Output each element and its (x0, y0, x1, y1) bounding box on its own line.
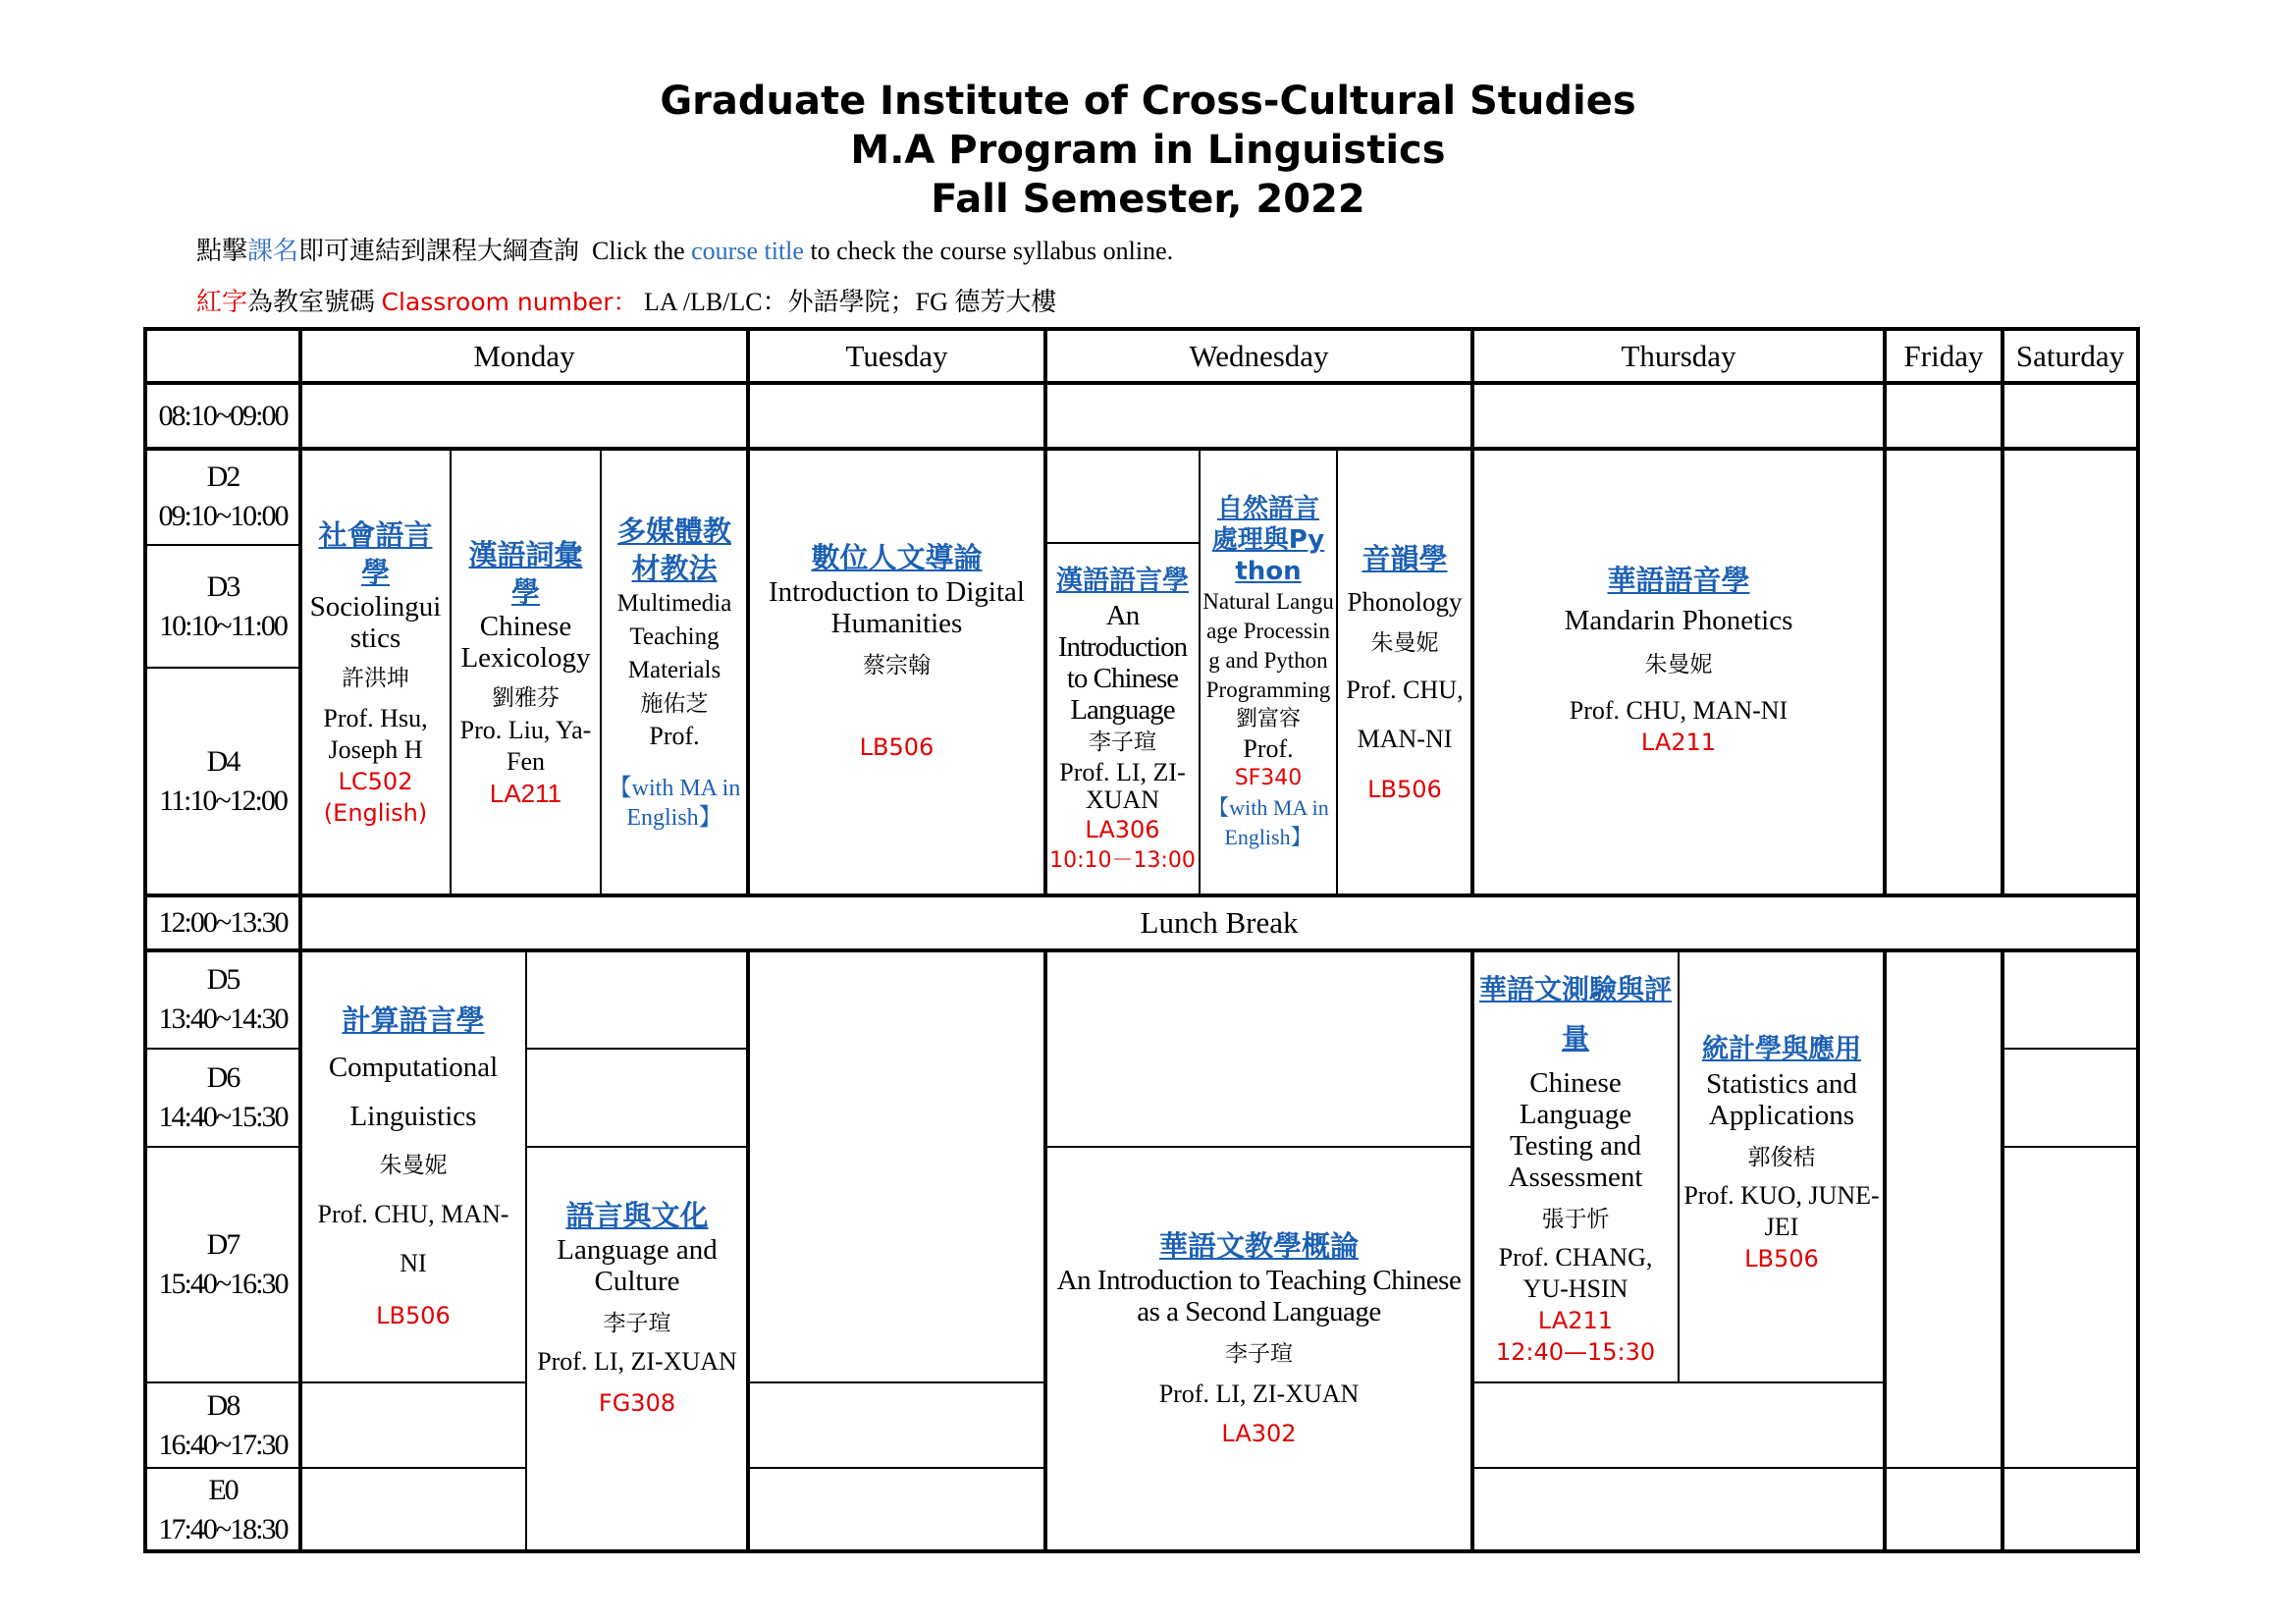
professor-name-en: Prof. LI, ZI-XUAN (1059, 757, 1186, 814)
classroom-number: LB506 (1367, 775, 1442, 803)
course-english-title: Language and Culture (557, 1233, 718, 1297)
note-zh-text: 點擊 (196, 237, 248, 265)
course-chinese-testing-assessment (1472, 950, 1679, 1382)
period-time: 13:40~14:30 (158, 1002, 288, 1035)
period-time: 15:40~16:30 (158, 1268, 288, 1300)
period-d4 (145, 668, 300, 895)
course-time-note: 10:10－13:00 (1049, 847, 1196, 873)
period-d8 (145, 1382, 300, 1468)
course-english-title: Chinese Language Testing and Assessment (1508, 1067, 1643, 1193)
course-mandarin-phonetics (1472, 449, 1885, 895)
professor-name-zh: 朱曼妮 (1370, 629, 1439, 656)
day-header-monday: Monday (473, 338, 575, 373)
course-language-note: (English) (323, 798, 428, 827)
note-en-text-2: to check the course syllabus online. (810, 237, 1174, 265)
note-rest: LA /LB/LC：外語學院；FG 德芳大樓 (644, 288, 1057, 316)
professor-name-zh: 郭俊桔 (1747, 1145, 1816, 1170)
professor-name-en: Prof. KUO, JUNE-JEI (1683, 1181, 1880, 1241)
period-08-10 (145, 383, 300, 449)
course-title-link[interactable]: 自然語言處理與Python (1211, 493, 1325, 586)
period-d5 (145, 950, 300, 1049)
day-header-thursday: Thursday (1621, 338, 1736, 373)
course-english-title: Natural Language Processing and Python Programming (1202, 588, 1334, 702)
course-english-title: Sociolinguistics (309, 590, 442, 654)
professor-name-zh: 李子瑄 (1225, 1341, 1293, 1367)
course-english-title: Statistics and Applications (1706, 1068, 1857, 1131)
course-title-link[interactable]: 音韻學 (1362, 541, 1448, 575)
period-label: D2 (206, 460, 240, 493)
professor-name-en: Prof. (1243, 733, 1294, 763)
course-language-note: 【with MA in English】 (1207, 794, 1329, 849)
period-label: D4 (206, 745, 240, 778)
period-label: D3 (206, 569, 240, 603)
professor-name-zh: 劉雅芬 (492, 684, 560, 711)
professor-name-zh: 許洪坤 (342, 665, 409, 691)
period-d7 (145, 1147, 300, 1382)
classroom-number: LC502 (338, 767, 413, 795)
professor-name-zh: 蔡宗翰 (863, 653, 931, 678)
course-title-link[interactable]: 數位人文導論 (811, 541, 983, 574)
course-language-culture (526, 1147, 748, 1468)
professor-name-zh: 李子瑄 (603, 1310, 671, 1336)
period-time: 08:10~09:00 (158, 399, 288, 432)
course-title-link[interactable]: 多媒體教材教法 (616, 514, 731, 585)
course-title-link[interactable]: 華語文教學概論 (1158, 1229, 1359, 1263)
page-title-line2: M.A Program in Linguistics (850, 128, 1446, 173)
professor-name-zh: 劉富容 (1235, 706, 1301, 731)
note-zh: 為教室號碼 (247, 288, 376, 316)
period-time: 10:10~11:00 (159, 609, 287, 642)
course-english-title: An Introduction to Teaching Chinese as a Second Language (1056, 1265, 1462, 1327)
period-time: 12:00~13:30 (158, 906, 288, 939)
day-header-wednesday: Wednesday (1189, 338, 1329, 373)
course-english-title: An Introduction to Chinese Language (1057, 599, 1188, 726)
note-red-zh: 紅字 (196, 288, 248, 316)
course-teaching-chinese-second-language (1045, 1147, 1472, 1551)
period-d6 (145, 1049, 300, 1147)
period-d3 (145, 545, 300, 668)
classroom-note (196, 285, 1056, 320)
period-label: D7 (206, 1228, 240, 1261)
professor-name-en: Prof. CHU, MAN-NI (317, 1200, 509, 1277)
classroom-number: LA302 (1221, 1420, 1297, 1447)
professor-name-zh: 朱曼妮 (379, 1153, 448, 1178)
course-title-link[interactable]: 華語文測驗與評量 (1478, 973, 1672, 1055)
course-title-link[interactable]: 語言與文化 (565, 1198, 709, 1232)
day-header-tuesday: Tuesday (845, 338, 948, 373)
course-time-note: 12:40—15:30 (1495, 1338, 1656, 1366)
page-title-line1: Graduate Institute of Cross-Cultural Studies (660, 79, 1636, 124)
period-time: 11:10~12:00 (159, 785, 287, 817)
note-en-link-word: course title (691, 237, 804, 265)
course-chinese-lexicology (451, 449, 601, 895)
note-en-text: Click the (592, 237, 685, 265)
period-label: D6 (206, 1061, 240, 1094)
professor-name-en: Pro. Liu, Ya-Fen (459, 715, 592, 776)
instruction-note (196, 234, 1173, 269)
classroom-number: SF340 (1234, 765, 1303, 790)
note-zh-text-2: 即可連結到課程大綱查詢 (298, 237, 580, 265)
period-time: 14:40~15:30 (158, 1101, 288, 1133)
period-time: 09:10~10:00 (158, 500, 288, 532)
period-label: D8 (206, 1388, 240, 1422)
classroom-number: LA306 (1085, 815, 1160, 843)
professor-name-en: Prof. CHANG, YU-HSIN (1498, 1243, 1653, 1303)
professor-name-en: Prof. CHU, MAN-NI (1569, 696, 1789, 725)
course-multimedia-teaching (601, 449, 748, 895)
period-e0 (145, 1468, 300, 1551)
course-computational-linguistics (300, 950, 526, 1382)
day-header-saturday: Saturday (2015, 338, 2125, 373)
note-red-en: Classroom number： (381, 288, 638, 316)
course-title-link[interactable]: 漢語語言學 (1056, 565, 1189, 596)
course-title-link[interactable]: 社會語言學 (318, 517, 433, 589)
day-header-friday: Friday (1903, 338, 1984, 373)
period-label: E0 (208, 1473, 238, 1506)
professor-name-en: Prof. LI, ZI-XUAN (1158, 1380, 1360, 1408)
professor-name-zh: 李子瑄 (1089, 729, 1156, 755)
professor-name-zh: 張于忻 (1541, 1207, 1610, 1232)
professor-name-en: Prof. Hsu, Joseph H (323, 703, 428, 764)
classroom-number: LA211 (1640, 729, 1717, 756)
lunch-break: Lunch Break (1140, 905, 1299, 940)
classroom-number: FG308 (598, 1388, 676, 1417)
professor-name-zh: 朱曼妮 (1644, 652, 1713, 677)
period-d2 (145, 449, 300, 545)
professor-name-zh: 施佑芝 (640, 690, 709, 717)
course-english-title: Mandarin Phonetics (1564, 605, 1793, 636)
course-phonology (1337, 449, 1472, 895)
course-digital-humanities (748, 449, 1045, 895)
classroom-number: LB506 (376, 1302, 451, 1329)
course-english-title: Chinese Lexicology (460, 610, 591, 674)
course-english-title: Computational Linguistics (328, 1052, 499, 1132)
course-english-title: Introduction to Digital Humanities (769, 576, 1025, 639)
course-language-note: 【with MA in English】 (608, 775, 741, 831)
course-english-title: Phonology (1347, 586, 1463, 617)
professor-name-en: Prof. (649, 721, 700, 750)
note-zh-link-word: 課名 (247, 237, 299, 265)
classroom-number: LB506 (859, 733, 934, 761)
course-english-title: Multimedia Teaching Materials (616, 589, 732, 683)
course-statistics-applications (1679, 950, 1885, 1382)
period-label: D5 (206, 963, 240, 996)
professor-name-en: Prof. CHU, MAN-NI (1346, 675, 1464, 753)
professor-name-en: Prof. LI, ZI-XUAN (537, 1346, 737, 1376)
course-intro-chinese-language (1045, 543, 1200, 895)
course-nlp-python (1200, 449, 1337, 895)
page-title-line3: Fall Semester, 2022 (931, 177, 1365, 222)
course-title-link[interactable]: 計算語言學 (342, 1003, 485, 1037)
classroom-number: LA211 (1537, 1307, 1614, 1334)
period-time: 16:40~17:30 (158, 1428, 288, 1461)
classroom-number: LA211 (489, 778, 562, 808)
course-title-link[interactable]: 統計學與應用 (1702, 1034, 1861, 1064)
period-lunch (145, 895, 300, 950)
course-sociolinguistics (300, 449, 451, 895)
classroom-number: LB506 (1744, 1245, 1819, 1272)
course-title-link[interactable]: 漢語詞彙學 (468, 537, 583, 609)
course-title-link[interactable]: 華語語音學 (1607, 564, 1750, 597)
period-time: 17:40~18:30 (158, 1512, 288, 1545)
